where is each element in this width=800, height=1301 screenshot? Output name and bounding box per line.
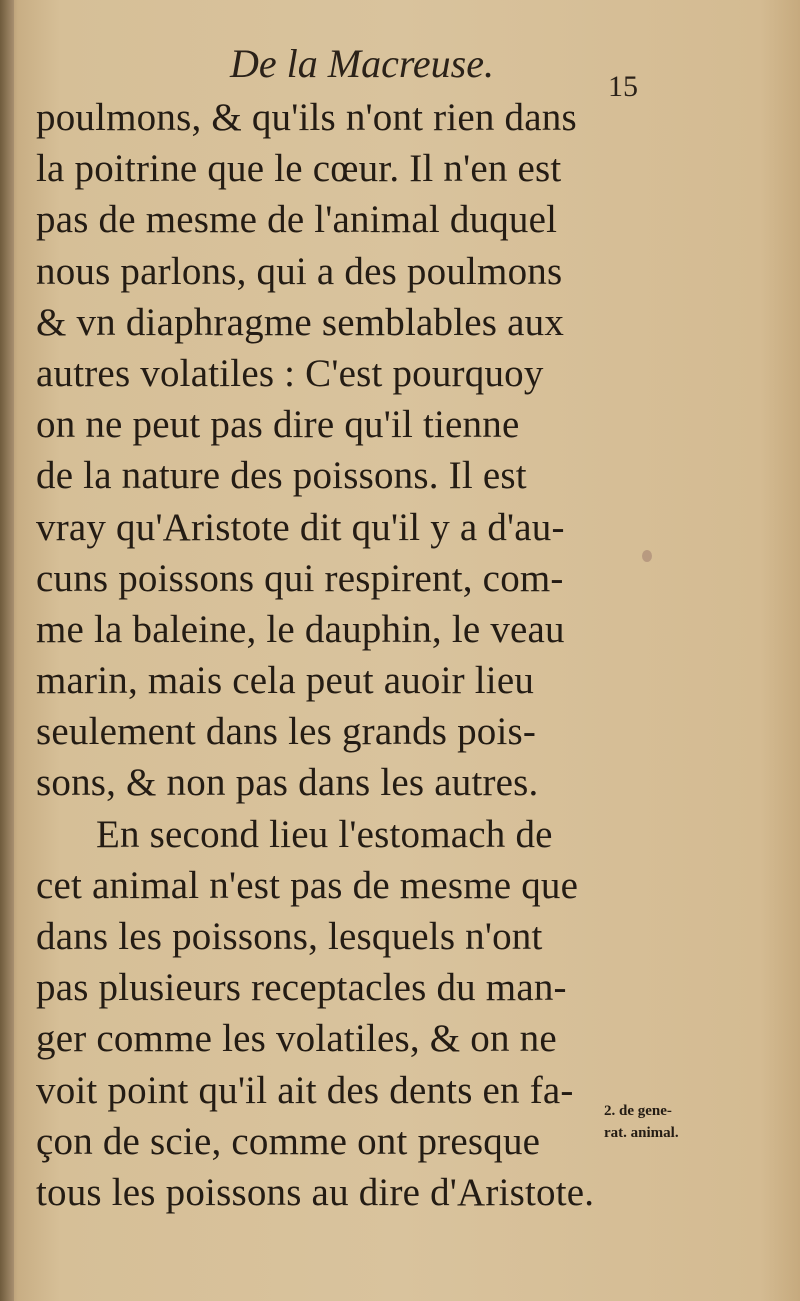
- text-line: de la nature des poissons. Il est: [36, 454, 527, 498]
- text-line: cuns poissons qui respirent, com-: [36, 556, 564, 600]
- running-title: De la Macreuse.: [230, 41, 494, 86]
- text-line: dans les poissons, lesquels n'ont: [36, 915, 543, 958]
- page-gutter: [0, 0, 14, 1301]
- text-line: voit point qu'il ait des dents en fa-: [36, 1068, 574, 1112]
- text-line: sons, & non pas dans les autres.: [36, 761, 539, 805]
- text-line: nous parlons, qui a des poulmons: [36, 249, 563, 293]
- text-line: la poitrine que le cœur. Il n'en est: [36, 147, 562, 191]
- text-line: marin, mais cela peut auoir lieu: [36, 659, 535, 703]
- ink-stain: [642, 550, 652, 562]
- body-text: [36, 92, 636, 1218]
- margin-note: [604, 1100, 754, 1144]
- margin-note-line: rat. animal.: [604, 1125, 679, 1141]
- text-line: ger comme les volatiles, & on ne: [36, 1017, 557, 1061]
- text-line: pas de mesme de l'animal duquel: [36, 198, 558, 242]
- text-line: çon de scie, comme ont presque: [36, 1119, 541, 1163]
- text-line: & vn diaphragme semblables aux: [36, 300, 565, 344]
- text-line: pas plusieurs receptacles du man-: [36, 966, 567, 1010]
- text-line: autres volatiles : C'est pourquoy: [36, 351, 544, 395]
- text-line: seulement dans les grands pois-: [36, 710, 537, 754]
- text-line: on ne peut pas dire qu'il tienne: [36, 403, 520, 447]
- text-line: poulmons, & qu'ils n'ont rien dans: [36, 96, 577, 139]
- text-line: vray qu'Aristote dit qu'il y a d'au-: [36, 505, 565, 549]
- margin-note-line: 2. de gene-: [604, 1103, 672, 1119]
- page-header: [230, 40, 650, 103]
- text-line: tous les poissons au dire d'Aristote.: [36, 1170, 595, 1214]
- text-line: cet animal n'est pas de mesme que: [36, 863, 579, 907]
- text-line: me la baleine, le dauphin, le veau: [36, 607, 565, 651]
- page-number: 15: [608, 70, 638, 103]
- text-line-paragraph-start: En second lieu l'estomach de: [96, 812, 553, 856]
